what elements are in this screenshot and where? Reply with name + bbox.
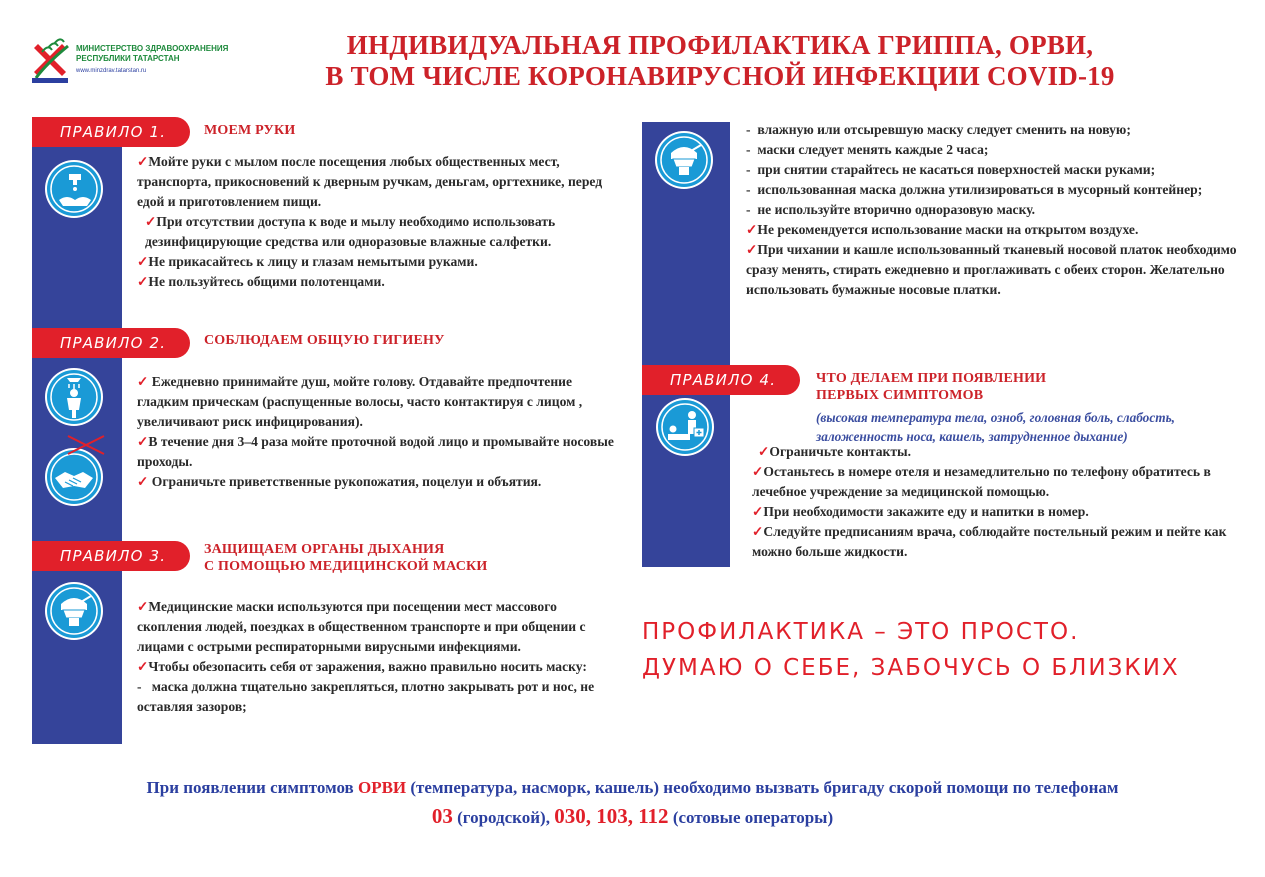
slogan-line2: ДУМАЮ О СЕБЕ, ЗАБОЧУСЬ О БЛИЗКИХ <box>642 655 1180 681</box>
mask-dash2: - маски следует менять каждые 2 часа; <box>746 142 989 157</box>
rule4-symptoms-line1: (высокая температура тела, озноб, головная боль, слабость, <box>816 410 1175 425</box>
rule3-text <box>137 597 617 717</box>
mask-item1: ✓Не рекомендуется использование маски на открытом воздухе. <box>746 222 1139 237</box>
forbidden-cross-icon <box>64 432 108 458</box>
rule3-dash1: - маска должна тщательно закрепляться, плотно закрывать рот и нос, не оставляя зазоров; <box>137 679 595 714</box>
slogan-line1: ПРОФИЛАКТИКА – ЭТО ПРОСТО. <box>642 619 1080 645</box>
sick-bed-icon <box>656 398 714 456</box>
rule3-item1: ✓Медицинские маски используются при посещении мест массового скопления людей, поездках в общественном транспорте и при общении с лицами с острыми респираторными вирусными инфекциями. <box>137 599 586 654</box>
rule4-tag: ПРАВИЛО 4. <box>642 365 800 395</box>
footer-line2 <box>0 804 1265 829</box>
ministry-emblem-icon <box>28 34 78 90</box>
mask-dash4: - использованная маска должна утилизироваться в мусорный контейнер; <box>746 182 1203 197</box>
slogan <box>642 614 1252 686</box>
rule3-item2: ✓Чтобы обезопасить себя от заражения, важно правильно носить маску: <box>137 659 587 674</box>
rule4-text <box>752 442 1240 562</box>
page-title <box>230 30 1210 92</box>
mask-item2: ✓При чихании и кашле использованный тканевый носовой платок необходимо сразу менять, стирать ежедневно и проглаживать с обеих сторон. Желательно использовать бумажные носовые платки. <box>746 242 1237 297</box>
rule1-item1: ✓Мойте руки с мылом после посещения любых общественных мест, транспорта, прикосновений к дверным ручкам, деньгам, оргтехнике, перед едой и приготовлением пищи. <box>137 154 603 209</box>
logo-line1: МИНИСТЕРСТВО ЗДРАВООХРАНЕНИЯ <box>76 44 229 53</box>
rule3-heading-line1: ЗАЩИЩАЕМ ОРГАНЫ ДЫХАНИЯ <box>204 542 445 557</box>
footer-text-a: При появлении симптомов <box>146 778 358 797</box>
mask-icon <box>45 582 103 640</box>
rule2-item3: ✓ Ограничьте приветственные рукопожатия, поцелуи и объятия. <box>137 474 542 489</box>
mask-dash5: - не используйте вторично одноразовую маску. <box>746 202 1036 217</box>
footer-line1 <box>0 778 1265 798</box>
phone-mobile: 030, 103, 112 <box>554 804 669 828</box>
rule2-item1: ✓ Ежедневно принимайте душ, мойте голову. Отдавайте предпочтение гладким прическам (распущенные волосы, часто контактируя с лицом , увеличивают риск инфицирования). <box>137 374 583 429</box>
rule3-heading-line2: С ПОМОЩЬЮ МЕДИЦИНСКОЙ МАСКИ <box>204 559 488 574</box>
phone-city: 03 <box>431 804 453 828</box>
title-line2: В ТОМ ЧИСЛЕ КОРОНАВИРУСНОЙ ИНФЕКЦИИ COVID-19 <box>325 61 1115 91</box>
rule4-heading <box>816 370 1046 404</box>
rule4-item3: ✓При необходимости закажите еду и напитки в номер. <box>752 504 1089 519</box>
mask-dash3: - при снятии старайтесь не касаться поверхностей маски руками; <box>746 162 1156 177</box>
mask-icon-2 <box>655 131 713 189</box>
rule1-item4: ✓Не пользуйтесь общими полотенцами. <box>137 274 385 289</box>
rule4-symptoms <box>816 408 1175 446</box>
rule3-heading <box>204 541 488 575</box>
mask-dash1: - влажную или отсыревшую маску следует сменить на новую; <box>746 122 1131 137</box>
hand-wash-icon <box>45 160 103 218</box>
rule2-heading: СОБЛЮДАЕМ ОБЩУЮ ГИГИЕНУ <box>204 333 445 348</box>
rule4-heading-line2: ПЕРВЫХ СИМПТОМОВ <box>816 388 984 403</box>
logo-line2: РЕСПУБЛИКИ ТАТАРСТАН <box>76 54 180 63</box>
rule4-symptoms-line2: заложенность носа, кашель, затрудненное дыхание) <box>816 429 1128 444</box>
logo-url: www.minzdrav.tatarstan.ru <box>76 68 147 74</box>
rule4-item1: ✓Ограничьте контакты. <box>758 444 912 459</box>
rule1-tag: ПРАВИЛО 1. <box>32 117 190 147</box>
footer-text-b: (температура, насморк, кашель) необходимо вызвать бригаду скорой помощи по телефонам <box>406 778 1119 797</box>
rule2-text <box>137 372 622 492</box>
footer-orvi: ОРВИ <box>357 778 407 797</box>
rule4-item2: ✓Останьтесь в номере отеля и незамедлительно по телефону обратитесь в лечебное учреждение за медицинской помощью. <box>752 464 1211 499</box>
phone-mobile-label: (сотовые операторы) <box>668 808 834 827</box>
rule4-item4: ✓Следуйте предписаниям врача, соблюдайте постельный режим и пейте как можно больше жидкости. <box>752 524 1227 559</box>
rule4-heading-line1: ЧТО ДЕЛАЕМ ПРИ ПОЯВЛЕНИИ <box>816 371 1047 386</box>
rule1-heading: МОЕМ РУКИ <box>204 123 296 138</box>
title-line1: ИНДИВИДУАЛЬНАЯ ПРОФИЛАКТИКА ГРИППА, ОРВИ, <box>346 30 1094 60</box>
rule1-item3: ✓Не прикасайтесь к лицу и глазам немытыми руками. <box>137 254 478 269</box>
rule2-tag: ПРАВИЛО 2. <box>32 328 190 358</box>
rule1-item2: ✓При отсутствии доступа к воде и мылу необходимо использовать дезинфицирующие средства или одноразовые влажные салфетки. <box>145 214 556 249</box>
rule1-text <box>137 152 617 292</box>
logo-text <box>76 44 228 64</box>
phone-city-label: (городской), <box>452 808 555 827</box>
mask-continuation-text <box>746 120 1241 300</box>
shower-icon <box>45 368 103 426</box>
rule3-tag: ПРАВИЛО 3. <box>32 541 190 571</box>
rule2-item2: ✓В течение дня 3–4 раза мойте проточной водой лицо и промывайте носовые проходы. <box>137 434 614 469</box>
